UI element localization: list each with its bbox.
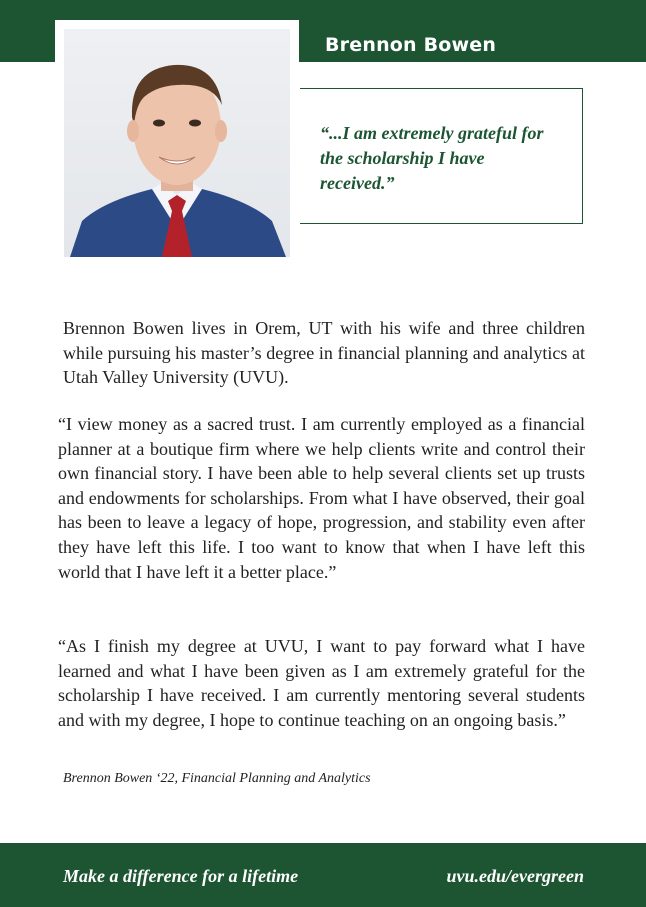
- quote-paragraph-1: “I view money as a sacred trust. I am currently employed as a financial planner at a boutique firm where we help clients write and control their own financial story. I have been able to help several clients set up trusts and endowments for scholarships. From what I have observed, their goal has been to leave a legacy of hope, progression, and stability even after they have left this life. I too want to know that when I have left this world that I have left it a better place.”: [58, 414, 585, 582]
- footer-url-link[interactable]: uvu.edu/evergreen: [446, 866, 584, 886]
- footer-tagline: Make a difference for a lifetime: [63, 866, 299, 886]
- portrait-frame: [55, 20, 299, 264]
- quote-paragraph-2: “As I finish my degree at UVU, I want to pay forward what I have learned and what I have been given as I am extremely grateful for the scholarship I have received. I am currently mentoring several students and with my degree, I hope to continue teaching on an ongoing basis.”: [58, 636, 585, 730]
- attribution: Brennon Bowen ‘22, Financial Planning and Analytics: [63, 771, 371, 786]
- person-name: Brennon Bowen: [325, 34, 497, 56]
- pull-quote: “...I am extremely grateful for the scholarship I have received.”: [320, 123, 544, 193]
- portrait-photo: [64, 29, 290, 257]
- intro-paragraph: Brennon Bowen lives in Orem, UT with his wife and three children while pursuing his master’s degree in financial planning and analytics at Utah Valley University (UVU).: [63, 318, 585, 388]
